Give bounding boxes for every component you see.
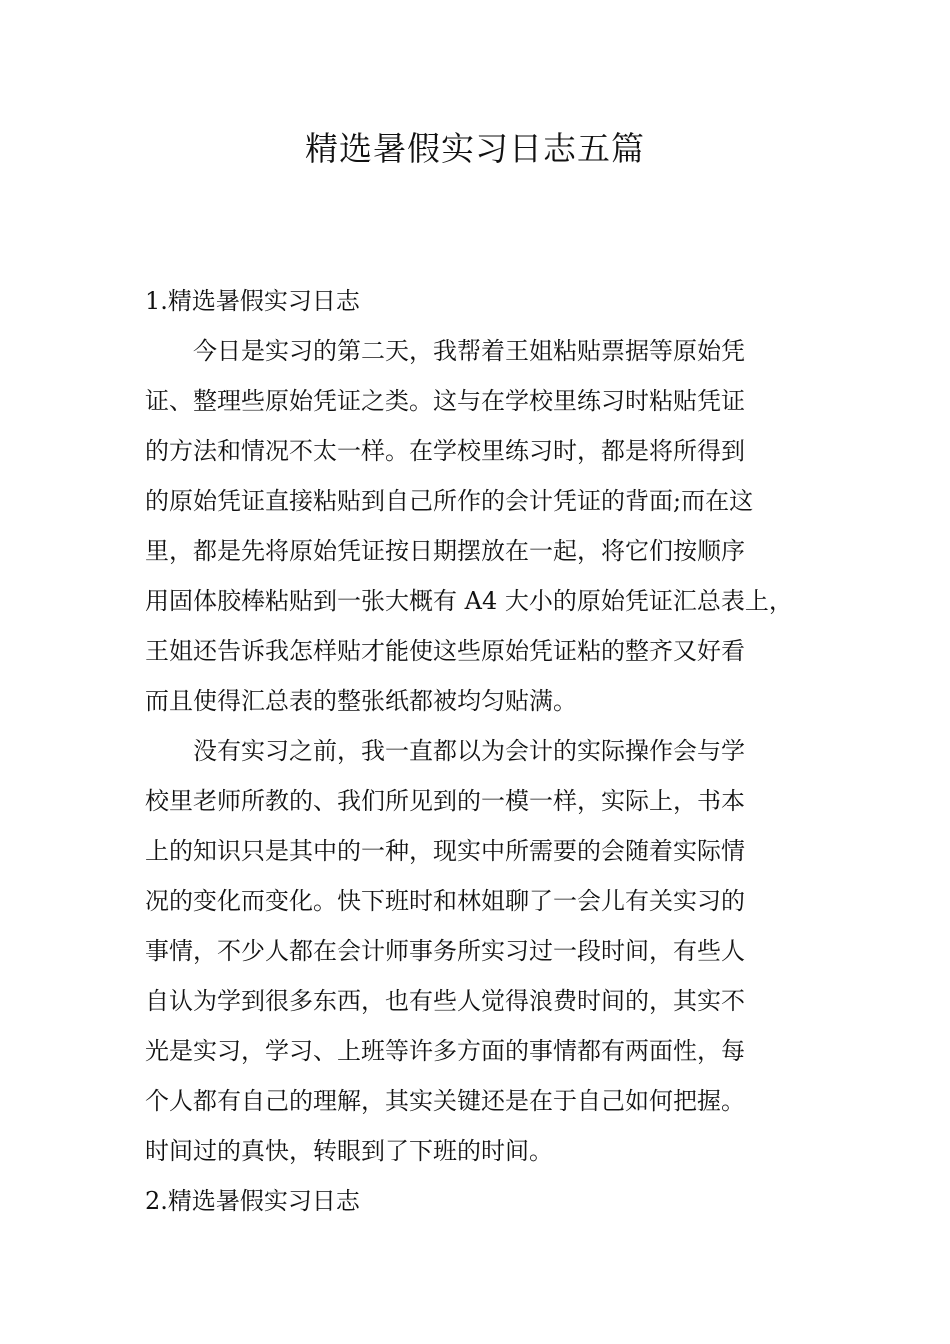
paragraph-2 (145, 726, 815, 1176)
section-heading-2: 2.精选暑假实习日志 (145, 1187, 360, 1215)
paragraph-line: 里，都是先将原始凭证按日期摆放在一起，将它们按顺序 (145, 537, 745, 565)
paragraph-line: 光是实习，学习、上班等许多方面的事情都有两面性，每 (145, 1037, 745, 1065)
paragraph-1 (145, 326, 815, 726)
paragraph-line: 王姐还告诉我怎样贴才能使这些原始凭证粘的整齐又好看 (145, 637, 745, 665)
paragraph-line: 证、整理些原始凭证之类。这与在学校里练习时粘贴凭证 (145, 387, 745, 415)
paragraph-line: 没有实习之前，我一直都以为会计的实际操作会与学 (193, 737, 745, 765)
document-title: 精选暑假实习日志五篇 (305, 129, 645, 168)
section-heading-1: 1.精选暑假实习日志 (145, 287, 360, 315)
paragraph-line: 今日是实习的第二天，我帮着王姐粘贴票据等原始凭 (193, 337, 745, 365)
paragraph-line: 时间过的真快，转眼到了下班的时间。 (145, 1137, 553, 1165)
paragraph-line: 而且使得汇总表的整张纸都被均匀贴满。 (145, 687, 577, 715)
paragraph-line: 用固体胶棒粘贴到一张大概有 A4 大小的原始凭证汇总表上， (145, 587, 793, 615)
paragraph-line: 校里老师所教的、我们所见到的一模一样，实际上，书本 (145, 787, 745, 815)
paragraph-line: 自认为学到很多东西，也有些人觉得浪费时间的，其实不 (145, 987, 745, 1015)
paragraph-line: 的方法和情况不太一样。在学校里练习时，都是将所得到 (145, 437, 745, 465)
document-body (145, 276, 815, 1226)
paragraph-line: 上的知识只是其中的一种，现实中所需要的会随着实际情 (145, 837, 745, 865)
paragraph-line: 个人都有自己的理解，其实关键还是在于自己如何把握。 (145, 1087, 745, 1115)
paragraph-line: 事情，不少人都在会计师事务所实习过一段时间，有些人 (145, 937, 745, 965)
paragraph-line: 的原始凭证直接粘贴到自己所作的会计凭证的背面;而在这 (145, 487, 754, 515)
paragraph-line: 况的变化而变化。快下班时和林姐聊了一会儿有关实习的 (145, 887, 745, 915)
